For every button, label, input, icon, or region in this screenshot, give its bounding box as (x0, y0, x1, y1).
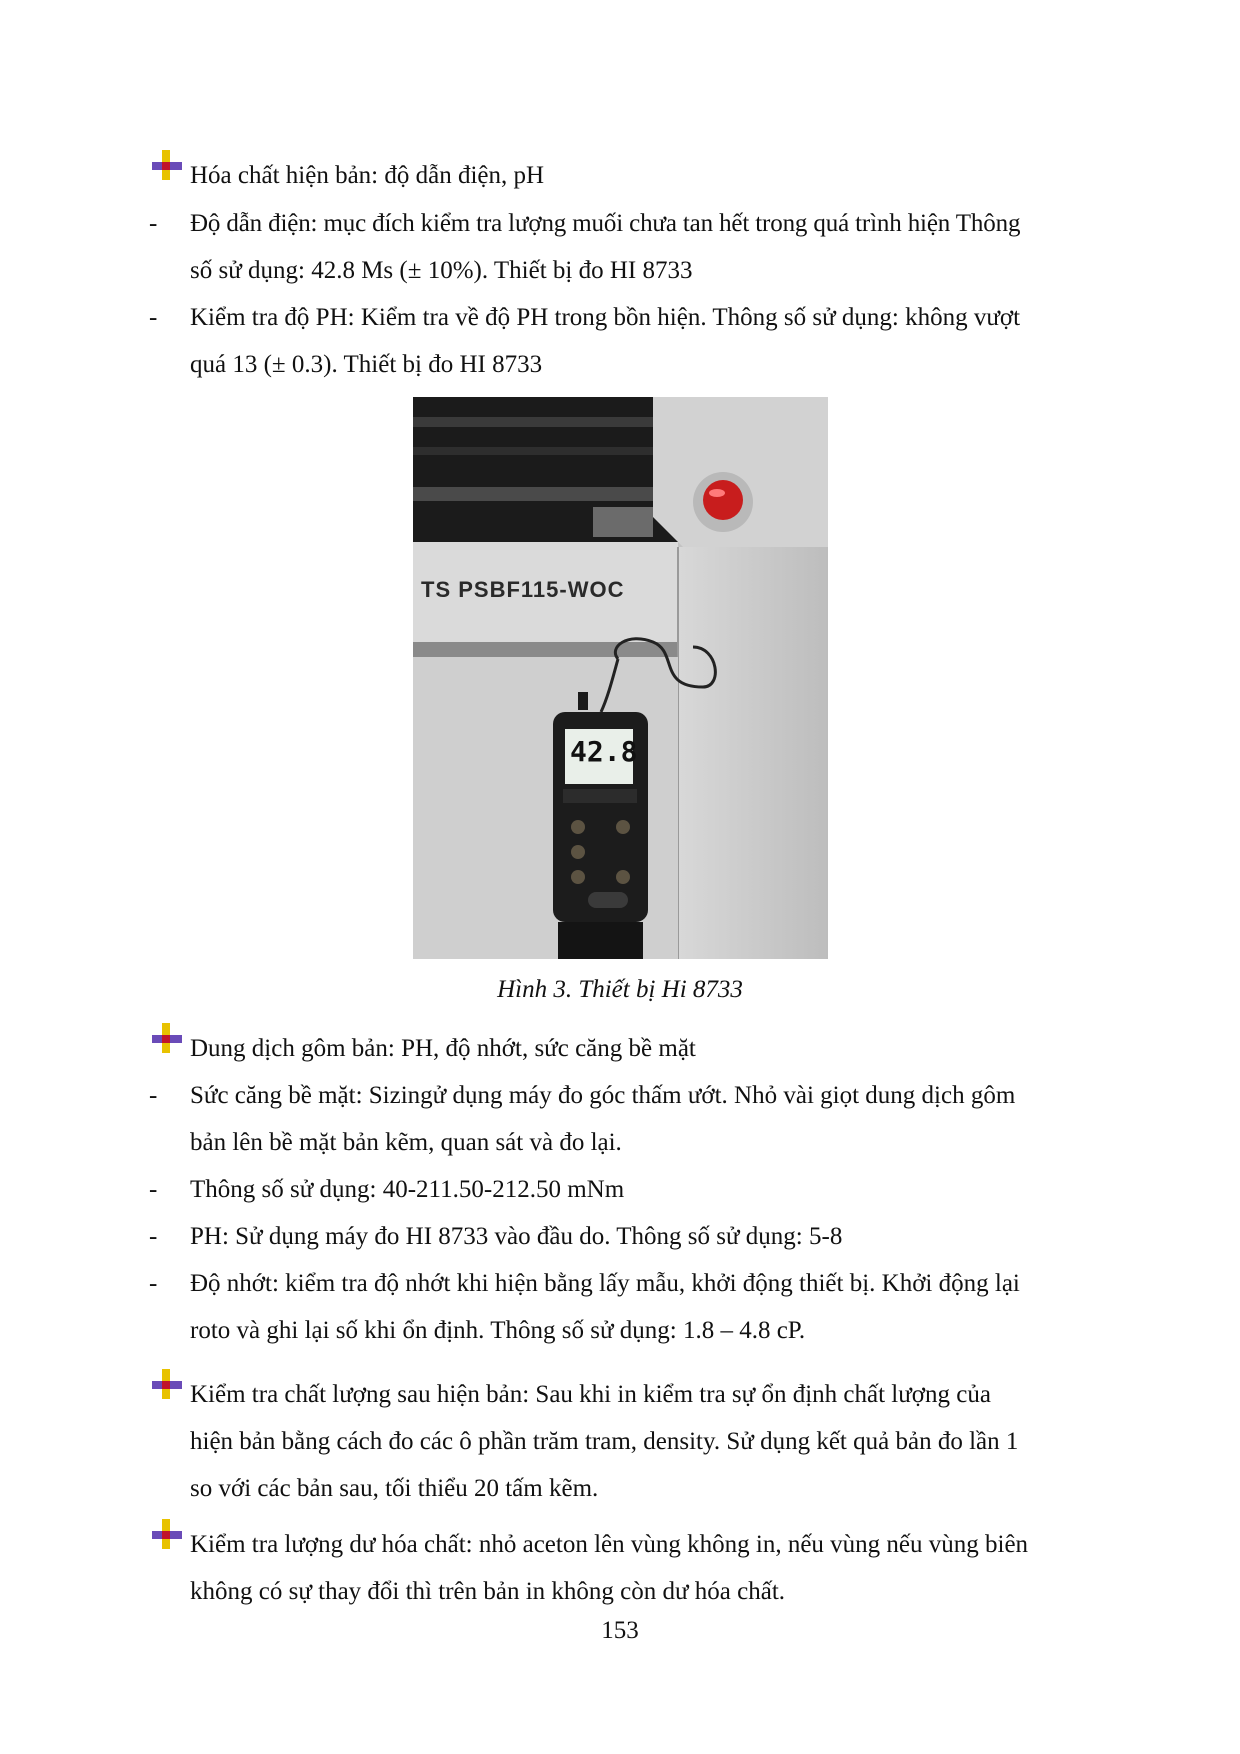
item-viscosity-line2: roto và ghi lại số khi ổn định. Thông số sử dụng: 1.8 – 4.8 cP. (190, 1317, 806, 1344)
dash-marker: - (149, 1176, 158, 1203)
dash-marker: - (149, 210, 158, 237)
plus-bullet-icon (150, 148, 184, 182)
item-ph-line1: Kiểm tra độ PH: Kiểm tra về độ PH trong bồn hiện. Thông số sử dụng: không vượt (190, 304, 1021, 331)
dash-marker: - (149, 1270, 158, 1297)
item-ph-line2: quá 13 (± 0.3). Thiết bị đo HI 8733 (190, 351, 543, 378)
item-parameter: Thông số sử dụng: 40-211.50-212.50 mNm (190, 1176, 625, 1203)
dash-marker: - (149, 304, 158, 331)
machine-model-label: TS PSBF115-WOC (421, 577, 625, 602)
item-surface-tension-line1: Sức căng bề mặt: Sizingử dụng máy đo góc thấm ướt. Nhỏ vài giọt dung dịch gôm (190, 1082, 1016, 1109)
plus-bullet-icon (150, 1021, 184, 1055)
section-heading-gum-solution: Dung dịch gôm bản: PH, độ nhớt, sức căng bề mặt (190, 1035, 696, 1062)
hi8733-photo-illustration (413, 397, 828, 959)
section-quality-check-line2: hiện bản bằng cách đo các ô phần trăm tram, density. Sử dụng kết quả bản đo lần 1 (190, 1428, 1019, 1455)
section-heading-chemicals: Hóa chất hiện bản: độ dẫn điện, pH (190, 162, 545, 189)
item-surface-tension-line2: bản lên bề mặt bản kẽm, quan sát và đo lại. (190, 1129, 622, 1156)
section-quality-check-line1: Kiểm tra chất lượng sau hiện bản: Sau khi in kiểm tra sự ổn định chất lượng của (190, 1381, 991, 1408)
dash-marker: - (149, 1223, 158, 1250)
section-quality-check-line3: so với các bản sau, tối thiểu 20 tấm kẽm. (190, 1475, 599, 1502)
item-ph-gum: PH: Sử dụng máy đo HI 8733 vào đầu do. Thông số sử dụng: 5-8 (190, 1223, 843, 1250)
item-viscosity-line1: Độ nhớt: kiểm tra độ nhớt khi hiện bằng lấy mẫu, khởi động thiết bị. Khởi động lại (190, 1270, 1020, 1297)
figure-photo (413, 397, 828, 959)
section-residual-chemical-line1: Kiểm tra lượng dư hóa chất: nhỏ aceton lên vùng không in, nếu vùng nếu vùng biên (190, 1531, 1029, 1558)
section-residual-chemical-line2: không có sự thay đổi thì trên bản in không còn dư hóa chất. (190, 1578, 786, 1605)
plus-bullet-icon (150, 1367, 184, 1401)
page-number: 153 (601, 1617, 639, 1644)
item-conductivity-line1: Độ dẫn điện: mục đích kiểm tra lượng muối chưa tan hết trong quá trình hiện Thông (190, 210, 1021, 237)
dash-marker: - (149, 1082, 158, 1109)
plus-bullet-icon (150, 1517, 184, 1551)
figure-caption: Hình 3. Thiết bị Hi 8733 (497, 976, 743, 1003)
item-conductivity-line2: số sử dụng: 42.8 Ms (± 10%). Thiết bị đo HI 8733 (190, 257, 693, 284)
meter-display-reading: 42.8 (570, 735, 638, 768)
